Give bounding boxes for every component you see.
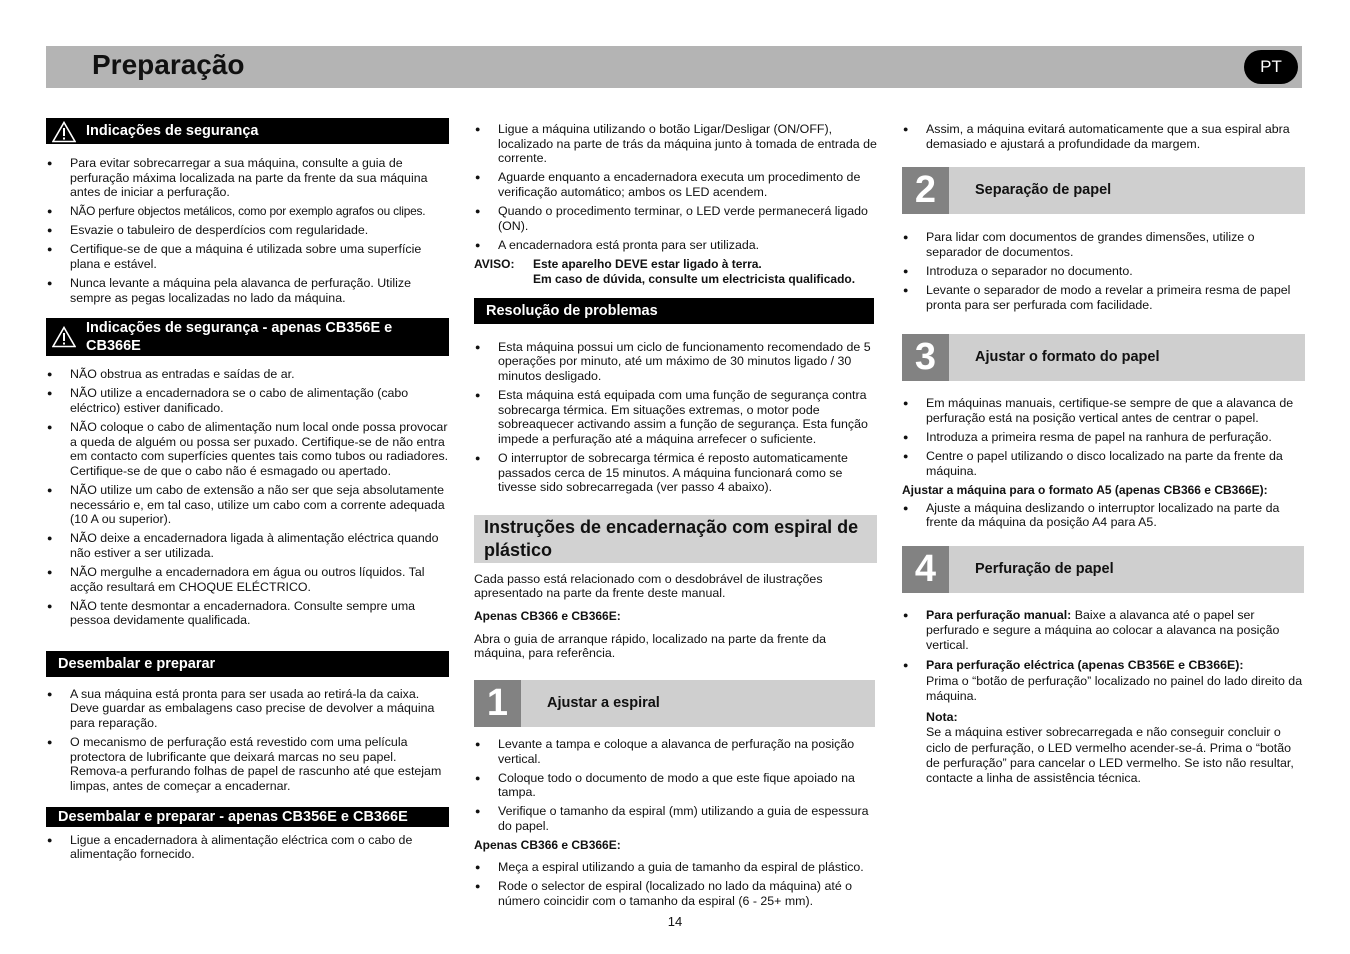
step-number: 1 [474,680,521,727]
safety-list [46,156,449,305]
list-item: ● Ajuste a máquina deslizando o interruptor localizado na parte da frente da máquina da posição A4 para A5. [902,501,1305,530]
note-label: Nota: [926,710,958,725]
list-item: ● Meça a espiral utilizando a guia de tamanho da espiral de plástico. [474,860,877,875]
warning-line-2: Em caso de dúvida, consulte um electricista qualificado. [533,271,856,286]
section-title: Desembalar e preparar [58,655,216,672]
step-label: Perfuração de papel [975,560,1114,577]
safety-electric-list [46,367,449,628]
step-1-list [474,737,877,834]
column-1 [46,118,449,866]
section-title: Resolução de problemas [486,302,658,319]
unpack-electric-list [46,833,449,862]
warning-label: AVISO: [474,256,515,271]
step-2-list [902,230,1305,312]
step-label: Ajustar a espiral [547,695,660,712]
list-item: ● Esta máquina está equipada com uma função de segurança contra sobrecarga térmica. Em situações extremas, o motor pode sobreaquecer activando assim a função de segurança. Esta função impede a perfuração até a máquina arrefecer o suficiente. [474,388,877,446]
instructions-intro: Cada passo está relacionado com o desdobrável de ilustrações apresentado na parte da frente deste manual. [474,571,823,601]
list-item: ● NÃO tente desmontar a encadernadora. Consulte sempre uma pessoa devidamente qualificada. [46,599,449,628]
section-header-safety [46,118,449,144]
step-2-header [902,167,1305,214]
column-2 [474,122,877,913]
page-title: Preparação [92,49,245,80]
step-number: 3 [902,334,949,381]
step-label: Separação de papel [975,182,1112,199]
warning-line-1: Este aparelho DEVE estar ligado à terra. [533,256,762,271]
section-header-troubleshooting [474,298,874,324]
step-1-model-list [474,860,877,908]
electric-punch-text: Prima o “botão de perfuração” localizado no painel do lado direito da máquina. [926,673,1303,703]
section-header-instructions [474,515,877,563]
model-note-label: Apenas CB366 e CB366E: [474,838,621,853]
warning-icon [52,326,76,348]
list-item: ● A sua máquina está pronta para ser usada ao retirá-la da caixa. Deve guardar as embalagens caso precise de devolver a máquina para reparação. [46,687,449,731]
model-note-text: Abra o guia de arranque rápido, localizado na parte da frente da máquina, para referência. [474,631,827,661]
step-1-header [474,680,875,727]
list-item: ● Em máquinas manuais, certifique-se sempre de que a alavanca de perfuração está na posição vertical antes de centrar o papel. [902,396,1305,425]
electric-punch-label: ● Para perfuração eléctrica (apenas CB356E e CB366E): [926,658,1244,673]
a5-format-list [902,501,1305,530]
list-item: ● NÃO deixe a encadernadora ligada à alimentação eléctrica quando não estiver a ser utilizada. [46,531,449,560]
unpack-list [46,687,449,794]
page-number: 14 [667,914,683,929]
list-item: ● Centre o papel utilizando o disco localizado na parte da frente da máquina. [902,449,1305,478]
step-4-header [902,546,1304,593]
list-item: ● Para evitar sobrecarregar a sua máquina, consulte a guia de perfuração máxima localizada na parte da frente da sua máquina antes de iniciar a perfuração. [46,156,449,200]
list-item: ● Rode o selector de espiral (localizado no lado da máquina) até o número coincidir com o tamanho da espiral (6 - 25+ mm). [474,879,877,908]
list-item [902,608,1305,654]
troubleshooting-list [474,340,877,495]
list-item: ● O interruptor de sobrecarga térmica é reposto automaticamente passados cerca de 15 minutos. A máquina funcionará como se tivesse sido sobrecarregada (ver passo 4 abaixo). [474,451,877,495]
list-item: ● A encadernadora está pronta para ser utilizada. [474,238,877,253]
section-title: Indicações de segurança [86,123,259,139]
a5-format-label: Ajustar a máquina para o formato A5 (apenas CB366 e CB366E): [902,482,1268,497]
page-header [46,46,1302,88]
list-item: ● Levante o separador de modo a revelar a primeira resma de papel pronta para ser perfurada com facilidade. [902,283,1305,312]
list-item: ● Para lidar com documentos de grandes dimensões, utilize o separador de documentos. [902,230,1305,259]
model-note-label: Apenas CB366 e CB366E: [474,608,621,623]
step-3-list [902,396,1305,478]
list-item: ● O mecanismo de perfuração está revestido com uma película protectora de lubrificante que deixará marcas no seu papel. Remova-a perfurando folhas de papel de rascunho até que estejam limpas, antes de começar a encadernar. [46,735,449,793]
list-item: ● NÃO mergulhe a encadernadora em água ou outros líquidos. Tal acção resultará em CHOQUE ELÉCTRICO. [46,565,449,594]
column-3 [902,122,1305,791]
step-label: Ajustar o formato do papel [975,349,1160,366]
list-item: ● Aguarde enquanto a encadernadora executa um procedimento de verificação automático; ambos os LED acendem. [474,170,877,199]
step-number: 4 [902,546,949,593]
list-item: ● Levante a tampa e coloque a alavanca de perfuração na posição vertical. [474,737,877,766]
continued-list [902,122,1305,151]
list-item: ● Quando o procedimento terminar, o LED verde permanecerá ligado (ON). [474,204,877,233]
list-item: ● Esta máquina possui um ciclo de funcionamento recomendado de 5 operações por minuto, até um máximo de 30 minutos ligado / 30 minutos desligado. [474,340,877,384]
manual-punch-text: Baixe a alavanca até o papel ser perfurado e segure a máquina ao colocar a alavanca na posição vertical. [926,607,1280,653]
section-title: Indicações de segurança - apenas CB356E e CB366E [86,320,393,355]
section-header-unpack-electric [46,807,449,827]
list-item: ● Certifique-se de que a máquina é utilizada sobre uma superfície plana e estável. [46,242,449,271]
list-item: ● Verifique o tamanho da espiral (mm) utilizando a guia de espessura do papel. [474,804,877,833]
step-number: 2 [902,167,949,214]
list-item: ● Introduza a primeira resma de papel na ranhura de perfuração. [902,430,1305,445]
warning-note [474,257,877,287]
list-item: ● NÃO perfure objectos metálicos, como por exemplo agrafos ou clipes. [46,204,449,219]
list-item: ● Ligue a encadernadora à alimentação eléctrica com o cabo de alimentação fornecido. [46,833,449,862]
list-item: ● Introduza o separador no documento. [902,264,1305,279]
warning-icon [52,121,76,143]
step-4-list [902,608,1305,787]
list-item: ● Ligue a máquina utilizando o botão Ligar/Desligar (ON/OFF), localizado na parte de trás da máquina junto à tomada de entrada de corrente. [474,122,877,166]
list-item: ● Nunca levante a máquina pela alavanca de perfuração. Utilize sempre as pegas localizadas no lado da máquina. [46,276,449,305]
manual-punch-label: Para perfuração manual: [926,607,1072,622]
list-item: ● NÃO utilize um cabo de extensão a não ser que seja absolutamente necessário e, em tal caso, utilize um cabo com a corrente adequada (10 A ou superior). [46,483,449,527]
list-item: ● Esvazie o tabuleiro de desperdícios com regularidade. [46,223,449,238]
note-text: Se a máquina estiver sobrecarregada e não conseguir concluir o ciclo de perfuração, o LED vermelho acender-se-á. Prima o “botão de perfuração” para cancelar o LED vermelho. Se isto não resultar, contacte a linha de assistência técnica. [926,725,1294,786]
language-badge: PT [1244,50,1298,84]
list-item: ● Assim, a máquina evitará automaticamente que a sua espiral abra demasiado e ajustará a profundidade da margem. [902,122,1305,151]
power-list [474,122,877,252]
list-item: ● Coloque todo o documento de modo a que este fique apoiado na tampa. [474,771,877,800]
step-3-header [902,334,1305,381]
section-header-safety-electric [46,318,449,356]
section-header-unpack [46,651,449,677]
section-title: Instruções de encadernação com espiral de plástico [484,516,859,560]
list-item: ● NÃO utilize a encadernadora se o cabo de alimentação (cabo eléctrico) estiver danificado. [46,386,449,415]
list-item [902,658,1305,786]
section-title: Desembalar e preparar - apenas CB356E e CB366E [58,808,408,825]
list-item: ● NÃO coloque o cabo de alimentação num local onde possa provocar a queda de alguém ou possa ser puxado. Certifique-se de não entra em contacto com superfícies quentes tais como tubos ou radiadores. Certifique-se de que o cabo não é esmagado ou apertado. [46,420,449,478]
list-item: ● NÃO obstrua as entradas e saídas de ar. [46,367,449,382]
